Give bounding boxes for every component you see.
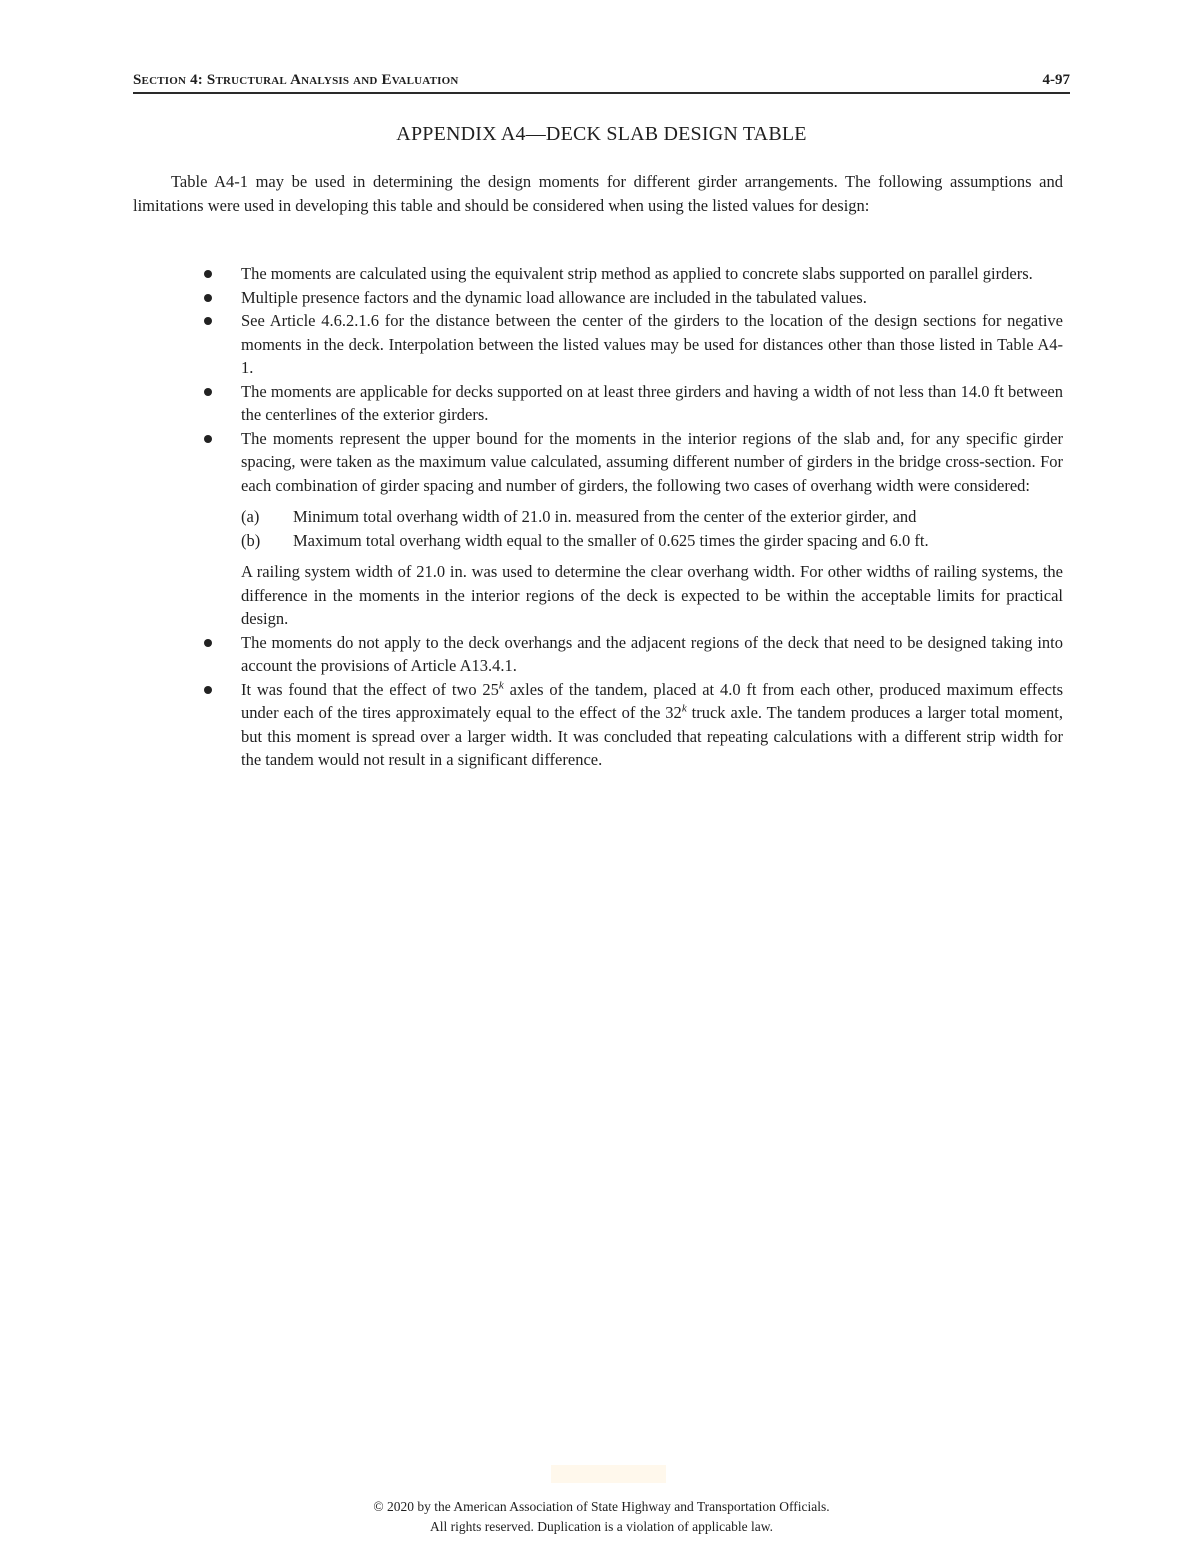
- bullet-icon: [204, 294, 212, 302]
- running-header: [133, 70, 1070, 94]
- case-text: Minimum total overhang width of 21.0 in. measured from the center of the exterior girder, and: [293, 507, 917, 526]
- intro-paragraph: Table A4-1 may be used in determining the design moments for different girder arrangements. The following assumptions and limitations were used in developing this table and should be considered when using the listed values for design:: [133, 172, 1063, 215]
- kip-superscript: k: [498, 679, 504, 691]
- case-label: (b): [241, 530, 261, 550]
- bullet-icon: [204, 388, 212, 396]
- bullet-icon: [204, 317, 212, 325]
- list-item-text: The moments are calculated using the equivalent strip method as applied to concrete slabs supported on parallel girders.: [241, 264, 1033, 283]
- overhang-case: [241, 529, 1063, 553]
- page-number: 4-97: [1042, 72, 1070, 88]
- list-item: [133, 380, 1063, 427]
- overhang-cases-list: [241, 505, 1063, 552]
- case-label: (a): [241, 507, 260, 526]
- list-item: [133, 427, 1063, 631]
- railing-note: A railing system width of 21.0 in. was used to determine the clear overhang width. For other widths of railing systems, the difference in the moments in the interior regions of the deck is expected to be within the acceptable limits for practical design.: [241, 562, 1063, 628]
- list-item-text: Multiple presence factors and the dynamic load allowance are included in the tabulated values.: [241, 287, 867, 307]
- list-item-text: The moments do not apply to the deck overhangs and the adjacent regions of the deck that need to be designed taking into account the provisions of Article A13.4.1.: [241, 632, 1063, 675]
- watermark-block: [551, 1465, 666, 1483]
- tandem-text-1: It was found that the effect of two 25: [241, 679, 499, 699]
- overhang-case: [241, 505, 1063, 529]
- kip-superscript: k: [681, 702, 687, 715]
- bullet-icon: [204, 686, 212, 694]
- tandem-text-2: axles of the tandem, placed at 4.0 ft from each other, produced maximum effects under each of the tires approximately equal to the effect of the 32: [241, 679, 1064, 722]
- list-item-text: The moments represent the upper bound for the moments in the interior regions of the slab and, for any specific girder spacing, were taken as the maximum value calculated, assuming different number of girders in the bridge cross-section. For each combination of girder spacing and number of girders, the following two cases of overhang width were considered:: [241, 428, 1063, 495]
- page-footer: [133, 1497, 1070, 1537]
- assumptions-list: [133, 262, 1063, 772]
- list-item: [133, 631, 1063, 678]
- bullet-icon: [204, 435, 212, 443]
- case-text: Maximum total overhang width equal to the smaller of 0.625 times the girder spacing and 6.0 ft.: [293, 530, 929, 550]
- bullet-icon: [204, 639, 212, 647]
- list-item: [133, 678, 1063, 772]
- list-item: [133, 309, 1063, 380]
- appendix-title: APPENDIX A4—DECK SLAB DESIGN TABLE: [396, 123, 807, 145]
- tandem-text-3: truck axle. The tandem produces a larger total moment, but this moment is spread over a larger width. It was concluded that repeating calculations with a different strip width for the tandem would not result in a significant difference.: [241, 703, 1063, 769]
- section-title: Section 4: Structural Analysis and Evaluation: [133, 72, 459, 88]
- rights-line: All rights reserved. Duplication is a violation of applicable law.: [430, 1519, 773, 1534]
- list-item-text: See Article 4.6.2.1.6 for the distance between the center of the girders to the location of the design sections for negative moments in the deck. Interpolation between the listed values may be used for distances other than those listed in Table A4-1.: [241, 311, 1063, 377]
- list-item-text: The moments are applicable for decks supported on at least three girders and having a width of not less than 14.0 ft between the centerlines of the exterior girders.: [241, 381, 1063, 424]
- copyright-line: © 2020 by the American Association of State Highway and Transportation Officials.: [373, 1499, 830, 1514]
- list-item: [133, 286, 1063, 310]
- list-item: [133, 262, 1063, 286]
- bullet-icon: [204, 270, 212, 278]
